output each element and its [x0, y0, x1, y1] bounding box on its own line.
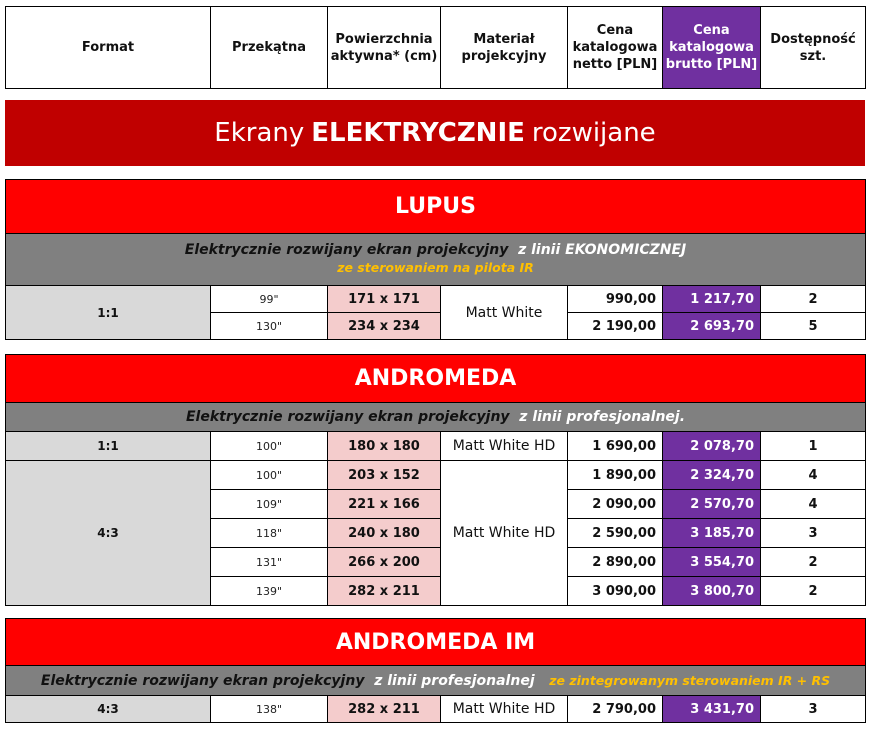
header-powierzchnia: Powierzchnia aktywna* (cm): [328, 7, 441, 89]
quantity-cell: 2: [761, 548, 866, 577]
net-price-cell: 2 590,00: [568, 519, 663, 548]
andromeda-title: ANDROMEDA: [6, 355, 866, 403]
header-przekatna: Przekątna: [211, 7, 328, 89]
andromeda-subtitle: [6, 403, 866, 432]
diagonal-cell: 99": [211, 286, 328, 313]
net-price-cell: 1 690,00: [568, 432, 663, 461]
andromeda-im-subtitle: [6, 666, 866, 696]
quantity-cell: 3: [761, 519, 866, 548]
andromeda-sub-black: Elektrycznie rozwijany ekran projekcyjny: [185, 408, 510, 425]
material-cell: Matt White HD: [441, 461, 568, 606]
diagonal-cell: 100": [211, 432, 328, 461]
header-format: Format: [6, 7, 211, 89]
gross-price-cell: 2 324,70: [663, 461, 761, 490]
quantity-cell: 1: [761, 432, 866, 461]
format-cell: 4:3: [6, 696, 211, 723]
banner-bold: ELEKTRYCZNIE: [311, 118, 525, 148]
size-cell: 240 x 180: [328, 519, 441, 548]
diagonal-cell: 131": [211, 548, 328, 577]
diagonal-cell: 139": [211, 577, 328, 606]
diagonal-cell: 118": [211, 519, 328, 548]
net-price-cell: 2 090,00: [568, 490, 663, 519]
gross-price-cell: 3 554,70: [663, 548, 761, 577]
format-cell: 1:1: [6, 432, 211, 461]
size-cell: 171 x 171: [328, 286, 441, 313]
net-price-cell: 1 890,00: [568, 461, 663, 490]
quantity-cell: 4: [761, 461, 866, 490]
gross-price-cell: 2 693,70: [663, 313, 761, 340]
format-cell: 4:3: [6, 461, 211, 606]
diagonal-cell: 138": [211, 696, 328, 723]
banner-post: rozwijane: [531, 118, 656, 148]
table-row: [6, 286, 866, 313]
gross-price-cell: 1 217,70: [663, 286, 761, 313]
format-cell: 1:1: [6, 286, 211, 340]
category-banner: [5, 100, 865, 166]
banner-pre: Ekrany: [214, 118, 305, 148]
size-cell: 180 x 180: [328, 432, 441, 461]
quantity-cell: 2: [761, 286, 866, 313]
size-cell: 234 x 234: [328, 313, 441, 340]
size-cell: 203 x 152: [328, 461, 441, 490]
quantity-cell: 3: [761, 696, 866, 723]
net-price-cell: 2 890,00: [568, 548, 663, 577]
material-cell: Matt White HD: [441, 432, 568, 461]
quantity-cell: 4: [761, 490, 866, 519]
table-row: [6, 432, 866, 461]
andromeda-im-title: ANDROMEDA IM: [6, 619, 866, 666]
lupus-sub-white: z linii EKONOMICZNEJ: [518, 242, 687, 258]
size-cell: 282 x 211: [328, 577, 441, 606]
gross-price-cell: 3 185,70: [663, 519, 761, 548]
diagonal-cell: 109": [211, 490, 328, 519]
andromeda-sub-white: z linii profesjonalnej.: [519, 408, 686, 425]
net-price-cell: 3 090,00: [568, 577, 663, 606]
quantity-cell: 5: [761, 313, 866, 340]
andromeda-im-section: [5, 618, 866, 723]
andromeda-section: [5, 354, 866, 606]
gross-price-cell: 2 078,70: [663, 432, 761, 461]
gross-price-cell: 3 800,70: [663, 577, 761, 606]
header-table: [5, 6, 866, 89]
lupus-sub-yellow: ze sterowaniem na pilota IR: [337, 260, 534, 275]
material-cell: Matt White: [441, 286, 568, 340]
table-row: [6, 696, 866, 723]
net-price-cell: 2 190,00: [568, 313, 663, 340]
lupus-sub-black: Elektrycznie rozwijany ekran projekcyjny: [184, 242, 509, 258]
lupus-subtitle: [6, 234, 866, 286]
lupus-title: LUPUS: [6, 180, 866, 234]
net-price-cell: 990,00: [568, 286, 663, 313]
gross-price-cell: 2 570,70: [663, 490, 761, 519]
header-brutto: Cena katalogowa brutto [PLN]: [663, 7, 761, 89]
size-cell: 266 x 200: [328, 548, 441, 577]
diagonal-cell: 130": [211, 313, 328, 340]
andromeda-im-sub-black: Elektrycznie rozwijany ekran projekcyjny: [40, 672, 365, 689]
quantity-cell: 2: [761, 577, 866, 606]
andromeda-im-sub-white: z linii profesjonalnej: [374, 672, 535, 689]
size-cell: 282 x 211: [328, 696, 441, 723]
material-cell: Matt White HD: [441, 696, 568, 723]
header-dostepnosc: Dostępność szt.: [761, 7, 866, 89]
diagonal-cell: 100": [211, 461, 328, 490]
table-row: [6, 461, 866, 490]
andromeda-im-sub-yellow: ze zintegrowanym sterowaniem IR + RS: [549, 672, 831, 688]
header-material: Materiał projekcyjny: [441, 7, 568, 89]
header-netto: Cena katalogowa netto [PLN]: [568, 7, 663, 89]
lupus-section: [5, 179, 866, 340]
gross-price-cell: 3 431,70: [663, 696, 761, 723]
size-cell: 221 x 166: [328, 490, 441, 519]
net-price-cell: 2 790,00: [568, 696, 663, 723]
